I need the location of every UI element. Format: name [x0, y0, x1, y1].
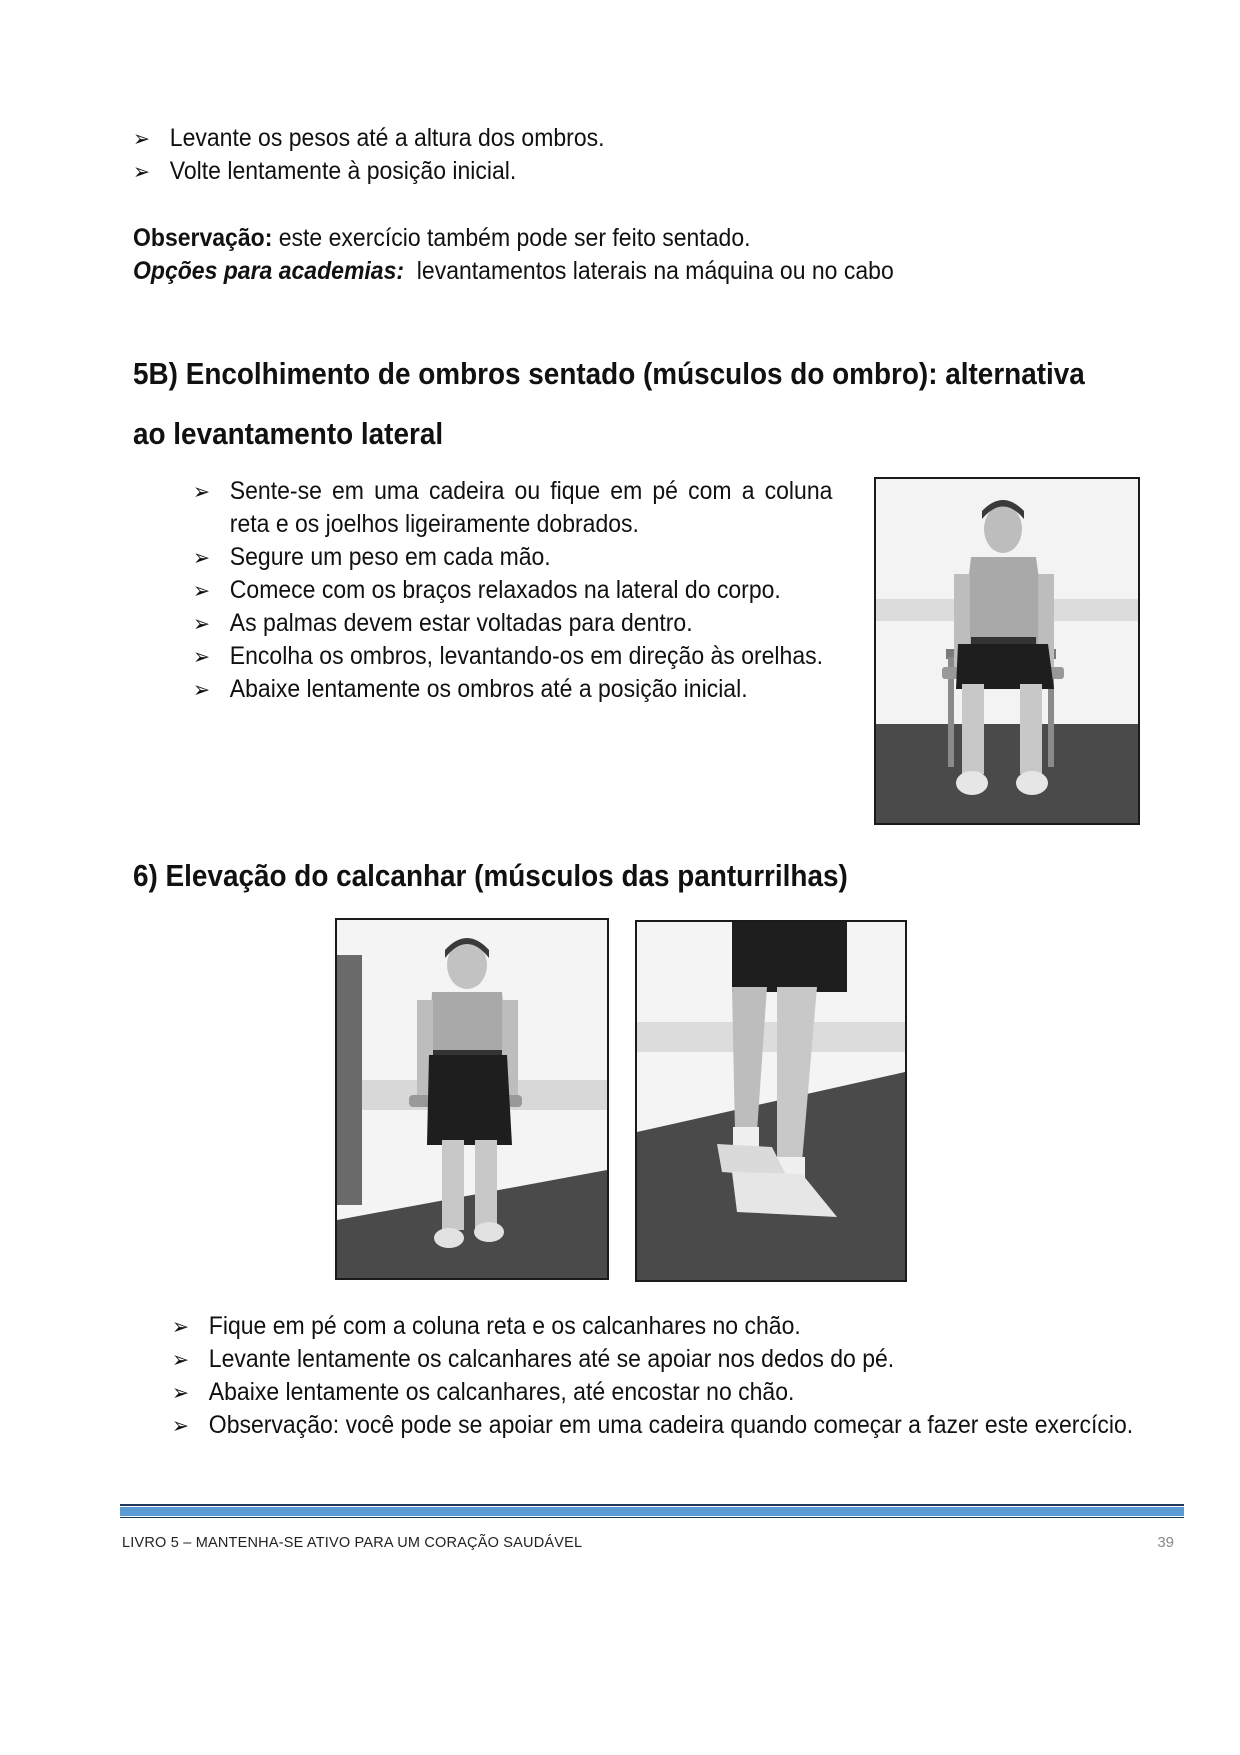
page-number: 39 [1157, 1534, 1174, 1551]
standing-person-illustration [337, 920, 607, 1278]
top-bullet-list [133, 122, 961, 188]
arrowhead-bullet-icon: ➢ [172, 1347, 189, 1372]
list-item: ➢ Segure um peso em cada mão. [193, 541, 832, 574]
raised-heels-illustration [637, 922, 905, 1280]
arrowhead-bullet-icon: ➢ [193, 644, 210, 669]
arrowhead-bullet-icon: ➢ [172, 1413, 189, 1438]
list-item: ➢ Sente-se em uma cadeira ou fique em pé com a coluna reta e os joelhos ligeiramente dobrados. [193, 477, 833, 538]
section-5b-title: 5B) Encolhimento de ombros sentado (músculos do ombro): alternativa [133, 356, 1085, 391]
list-item: ➢ Levante lentamente os calcanhares até se apoiar nos dedos do pé. [172, 1343, 1147, 1376]
standing-heel-raise-photo [335, 918, 609, 1280]
heels-raised-photo [635, 920, 907, 1282]
list-item: ➢ Levante os pesos até a altura dos ombros. [133, 122, 961, 155]
arrowhead-bullet-icon: ➢ [193, 578, 210, 603]
arrowhead-bullet-icon: ➢ [193, 677, 210, 702]
footer-book-title: LIVRO 5 – MANTENHA-SE ATIVO PARA UM CORAÇÃO SAUDÁVEL [122, 1535, 583, 1551]
arrowhead-bullet-icon: ➢ [193, 611, 210, 636]
arrowhead-bullet-icon: ➢ [133, 159, 150, 184]
arrowhead-bullet-icon: ➢ [193, 545, 210, 570]
section-5b-bullet-list [193, 475, 832, 706]
seated-shrug-photo [874, 477, 1140, 825]
footer-rule [120, 1504, 1184, 1518]
arrowhead-bullet-icon: ➢ [172, 1380, 189, 1405]
section-6-bullet-list [172, 1310, 1147, 1442]
list-item: ➢ Fique em pé com a coluna reta e os calcanhares no chão. [172, 1310, 1147, 1343]
list-item: ➢ Encolha os ombros, levantando-os em direção às orelhas. [193, 640, 832, 673]
observation-note: Observação: este exercício também pode ser feito sentado. [133, 224, 751, 252]
list-item: ➢ Comece com os braços relaxados na lateral do corpo. [193, 574, 832, 607]
list-item: ➢ Abaixe lentamente os calcanhares, até encostar no chão. [172, 1376, 1147, 1409]
section-6-title: 6) Elevação do calcanhar (músculos das panturrilhas) [133, 858, 848, 893]
footer-rule-band [120, 1507, 1184, 1516]
list-item: ➢ Observação: você pode se apoiar em uma cadeira quando começar a fazer este exercício. [172, 1409, 1147, 1442]
list-item: ➢ As palmas devem estar voltadas para dentro. [193, 607, 832, 640]
seated-person-illustration [876, 479, 1138, 823]
list-item: ➢ Volte lentamente à posição inicial. [133, 155, 961, 188]
arrowhead-bullet-icon: ➢ [133, 126, 150, 151]
section-5b-title-continued: ao levantamento lateral [133, 416, 444, 451]
arrowhead-bullet-icon: ➢ [172, 1314, 189, 1339]
list-item: ➢ Abaixe lentamente os ombros até a posição inicial. [193, 673, 832, 706]
gym-options-note: Opções para academias: levantamentos laterais na máquina ou no cabo [133, 257, 894, 285]
arrowhead-bullet-icon: ➢ [193, 479, 210, 504]
